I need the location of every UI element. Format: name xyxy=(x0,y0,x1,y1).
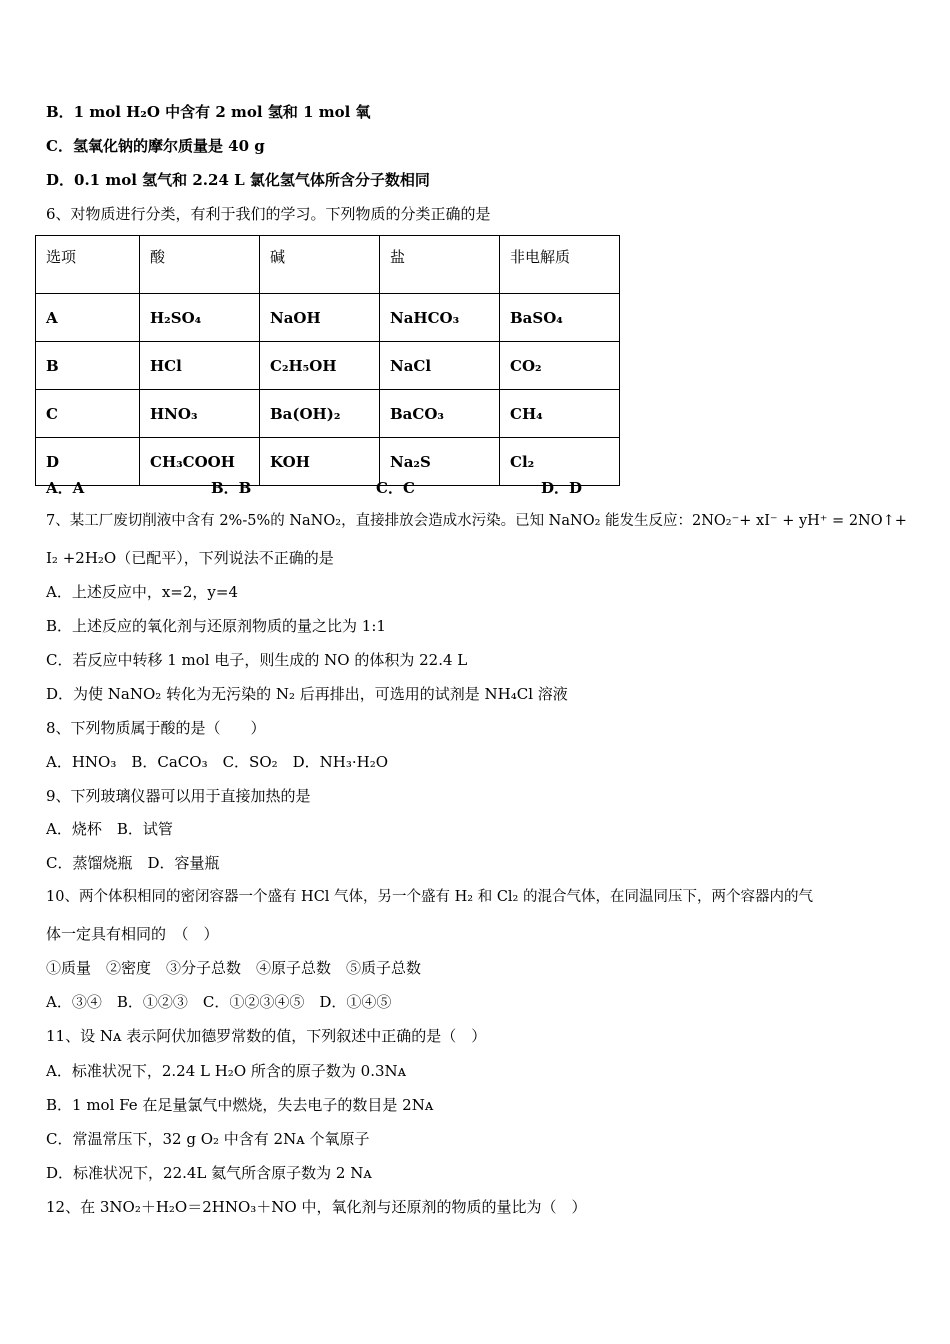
table-header-cell: 非电解质 xyxy=(500,236,620,294)
q6-classification-table xyxy=(35,235,620,486)
table-cell: CH₄ xyxy=(500,390,620,438)
table-header-cell: 盐 xyxy=(380,236,500,294)
table-header-cell: 选项 xyxy=(36,236,140,294)
table-cell: NaOH xyxy=(260,294,380,342)
table-cell: CO₂ xyxy=(500,342,620,390)
q6-stem: 6、对物质进行分类，有利于我们的学习。下列物质的分类正确的是 xyxy=(46,205,491,223)
q9-options-ab: A．烧杯 B．试管 xyxy=(46,820,173,838)
table-cell: KOH xyxy=(260,438,380,486)
table-cell: HNO₃ xyxy=(140,390,260,438)
q10-stem-line2: 体一定具有相同的 （ ） xyxy=(46,925,219,943)
table-row xyxy=(36,438,620,486)
q8-stem: 8、下列物质属于酸的是（ ） xyxy=(46,719,266,737)
table-header-cell: 碱 xyxy=(260,236,380,294)
q5-option-b: B．1 mol H₂O 中含有 2 mol 氢和 1 mol 氧 xyxy=(46,103,371,121)
q8-options: A．HNO₃ B．CaCO₃ C．SO₂ D．NH₃·H₂O xyxy=(46,753,389,771)
q10-stem-line1: 10、两个体积相同的密闭容器一个盛有 HCl 气体，另一个盛有 H₂ 和 Cl₂ 的混合气体，在同温同压下，两个容器内的气 xyxy=(46,889,813,905)
table-row xyxy=(36,294,620,342)
q7-option-d: D．为使 NaNO₂ 转化为无污染的 N₂ 后再排出，可选用的试剂是 NH₄Cl 溶液 xyxy=(46,685,568,703)
table-cell: CH₃COOH xyxy=(140,438,260,486)
table-cell: B xyxy=(36,342,140,390)
q5-option-c: C．氢氧化钠的摩尔质量是 40 g xyxy=(46,137,265,155)
table-cell: BaCO₃ xyxy=(380,390,500,438)
q10-options: A．③④ B．①②③ C．①②③④⑤ D．①④⑤ xyxy=(46,993,392,1011)
q5-option-d: D．0.1 mol 氢气和 2.24 L 氯化氢气体所含分子数相同 xyxy=(46,171,430,189)
table-cell: NaCl xyxy=(380,342,500,390)
table-cell: Na₂S xyxy=(380,438,500,486)
q6-answer-a: A．A xyxy=(46,479,85,497)
table-row xyxy=(36,342,620,390)
q10-items: ①质量 ②密度 ③分子总数 ④原子总数 ⑤质子总数 xyxy=(46,959,422,977)
table-cell: Cl₂ xyxy=(500,438,620,486)
q6-answer-b: B．B xyxy=(211,479,252,497)
q6-answer-c: C．C xyxy=(376,479,415,497)
q9-stem: 9、下列玻璃仪器可以用于直接加热的是 xyxy=(46,787,311,805)
table-cell: BaSO₄ xyxy=(500,294,620,342)
q7-option-a: A．上述反应中，x=2，y=4 xyxy=(46,583,238,601)
q11-option-b: B．1 mol Fe 在足量氯气中燃烧，失去电子的数目是 2Nᴀ xyxy=(46,1096,434,1114)
table-cell: C₂H₅OH xyxy=(260,342,380,390)
table-cell: C xyxy=(36,390,140,438)
table-header-row xyxy=(36,236,620,294)
q11-option-c: C．常温常压下，32 g O₂ 中含有 2Nᴀ 个氧原子 xyxy=(46,1130,370,1148)
q12-stem: 12、在 3NO₂＋H₂O＝2HNO₃＋NO 中，氧化剂与还原剂的物质的量比为（ ） xyxy=(46,1198,587,1216)
q9-options-cd: C．蒸馏烧瓶 D．容量瓶 xyxy=(46,854,220,872)
table-cell: A xyxy=(36,294,140,342)
q11-stem: 11、设 Nᴀ 表示阿伏加德罗常数的值，下列叙述中正确的是（ ） xyxy=(46,1027,487,1045)
table-row xyxy=(36,390,620,438)
table-header-cell: 酸 xyxy=(140,236,260,294)
q11-option-d: D．标准状况下，22.4L 氦气所含原子数为 2 Nᴀ xyxy=(46,1164,372,1182)
q7-stem-line1: 7、某工厂废切削液中含有 2%-5%的 NaNO₂，直接排放会造成水污染。已知 NaNO₂ 能发生反应：2NO₂⁻+ xI⁻ + yH⁺ = 2NO↑+ xyxy=(46,513,907,529)
q7-option-b: B．上述反应的氧化剂与还原剂物质的量之比为 1:1 xyxy=(46,617,386,635)
table-cell: NaHCO₃ xyxy=(380,294,500,342)
table-cell: H₂SO₄ xyxy=(140,294,260,342)
table-cell: HCl xyxy=(140,342,260,390)
q7-stem-line2: I₂ +2H₂O（已配平），下列说法不正确的是 xyxy=(46,549,334,567)
table-cell: D xyxy=(36,438,140,486)
q6-answer-d: D．D xyxy=(541,479,583,497)
table-cell: Ba(OH)₂ xyxy=(260,390,380,438)
q11-option-a: A．标准状况下，2.24 L H₂O 所含的原子数为 0.3Nᴀ xyxy=(46,1062,407,1080)
q7-option-c: C．若反应中转移 1 mol 电子，则生成的 NO 的体积为 22.4 L xyxy=(46,651,468,669)
